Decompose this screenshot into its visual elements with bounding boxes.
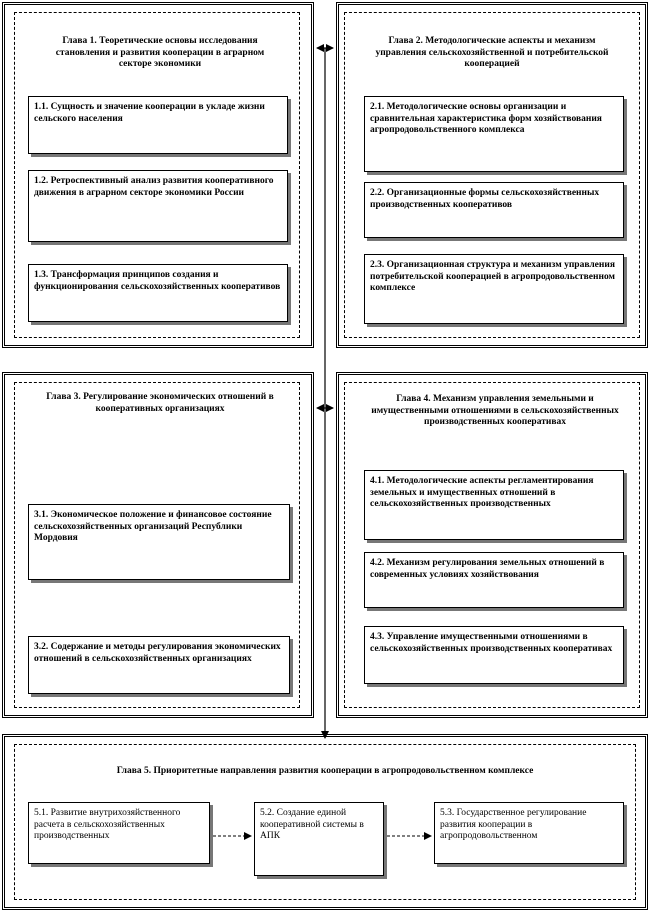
section-5-2: 5.2. Создание единой кооперативной системы в АПК (254, 802, 384, 876)
chapter-1-title: Глава 1. Теоретические основы исследования становления и развития кооперации в аграрном секторе экономики (55, 36, 265, 69)
chapter-5-title: Глава 5. Приоритетные направления развития кооперации в агропродовольственном комплексе (116, 766, 534, 776)
section-2-1: 2.1. Методологические основы организации и сравнительная характеристика форм хозяйствования агропродовольственного комплекса (364, 96, 624, 172)
chapter-2-title: Глава 2. Методологические аспекты и механизм управления сельскохозяйственной и потребительской кооперацией (375, 36, 609, 69)
section-5-3: 5.3. Государственное регулирование развития кооперации в агропродовольственном (434, 802, 624, 864)
section-1-2: 1.2. Ретроспективный анализ развития кооперативного движения в аграрном секторе экономики России (28, 170, 288, 242)
section-2-3: 2.3. Организационная структура и механизм управления потребительской кооперацией в агропродовольственном комплексе (364, 254, 624, 324)
section-4-1: 4.1. Методологические аспекты регламентирования земельных и имущественных отношений в сельскохозяйственных производственных (364, 470, 624, 540)
section-1-3: 1.3. Трансформация принципов создания и функционирования сельскохозяйственных кооперативов (28, 264, 288, 322)
section-3-2: 3.2. Содержание и методы регулирования экономических отношений в сельскохозяйственных организациях (28, 636, 290, 694)
section-4-2: 4.2. Механизм регулирования земельных отношений в современных условиях хозяйствования (364, 552, 624, 608)
section-1-1: 1.1. Сущность и значение кооперации в укладе жизни сельского населения (28, 96, 288, 154)
chapter-4-title: Глава 4. Механизм управления земельными и имущественными отношениями в сельскохозяйственных производственных кооперативах (371, 394, 619, 427)
chapter-3-title: Глава 3. Регулирование экономических отношений в кооперативных организациях (46, 392, 274, 414)
section-4-3: 4.3. Управление имущественными отношениями в сельскохозяйственных производственных кооперативах (364, 626, 624, 684)
section-2-2: 2.2. Организационные формы сельскохозяйственных производственных кооперативов (364, 182, 624, 238)
section-5-1: 5.1. Развитие внутрихозяйственного расчета в сельскохозяйственных производственных (28, 802, 210, 864)
section-3-1: 3.1. Экономическое положение и финансовое состояние сельскохозяйственных организаций Республики Мордовия (28, 504, 290, 580)
